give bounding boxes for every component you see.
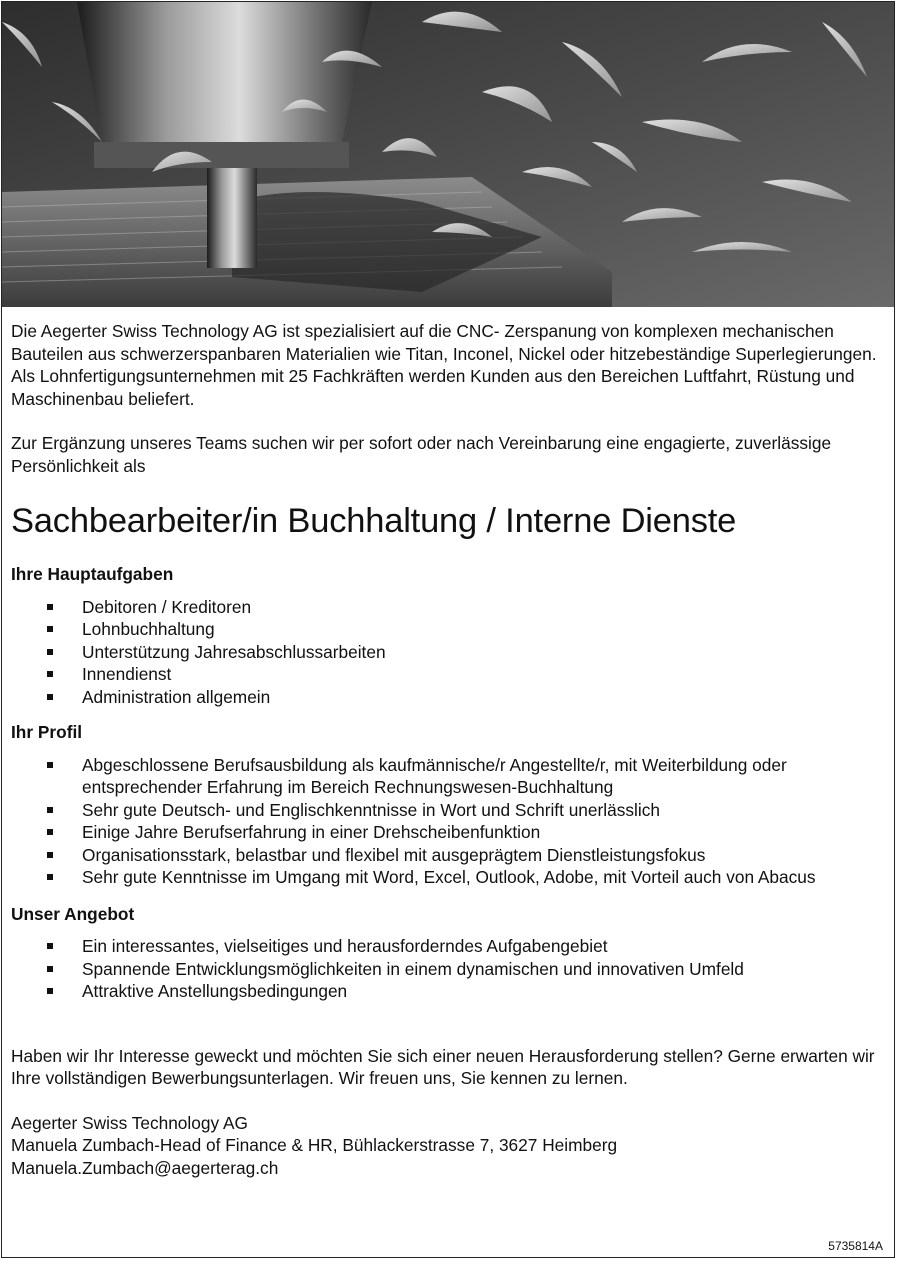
list-item: Ein interessantes, vielseitiges und herausforderndes Aufgabengebiet — [11, 935, 891, 958]
list-item: Debitoren / Kreditoren — [11, 596, 891, 619]
bullet-icon — [47, 943, 53, 949]
bullet-icon — [47, 694, 53, 700]
search-intro: Zur Ergänzung unseres Teams suchen wir per sofort oder nach Vereinbarung eine engagierte, zuverlässige Persönlichkeit als — [11, 433, 832, 476]
bullet-icon — [47, 626, 53, 632]
list-item: Administration allgemein — [11, 686, 891, 709]
list-item: Einige Jahre Berufserfahrung in einer Drehscheibenfunktion — [11, 821, 891, 844]
bullet-icon — [47, 852, 53, 858]
contact-person: Manuela Zumbach-Head of Finance & HR, Bühlackerstrasse 7, 3627 Heimberg — [11, 1135, 618, 1155]
list-item: Sehr gute Deutsch- und Englischkenntnisse in Wort und Schrift unerlässlich — [11, 799, 891, 822]
offer-list — [11, 935, 891, 1003]
job-title: Sachbearbeiter/in Buchhaltung / Interne Dienste — [11, 502, 737, 540]
list-item: Sehr gute Kenntnisse im Umgang mit Word, Excel, Outlook, Adobe, mit Vorteil auch von Abacus — [11, 866, 891, 889]
bullet-icon — [47, 671, 53, 677]
bullet-icon — [47, 988, 53, 994]
tasks-heading: Ihre Hauptaufgaben — [11, 564, 174, 584]
list-item: Spannende Entwicklungsmöglichkeiten in einem dynamischen und innovativen Umfeld — [11, 958, 891, 981]
bullet-icon — [47, 762, 53, 768]
profile-heading: Ihr Profil — [11, 722, 83, 742]
bullet-icon — [47, 829, 53, 835]
profile-list — [11, 754, 891, 889]
list-item: Attraktive Anstellungsbedingungen — [11, 980, 891, 1003]
tasks-list — [11, 596, 891, 709]
contact-email[interactable]: Manuela.Zumbach@aegerterag.ch — [11, 1157, 279, 1178]
list-item: Lohnbuchhaltung — [11, 618, 891, 641]
bullet-icon — [47, 649, 53, 655]
offer-heading: Unser Angebot — [11, 903, 135, 924]
list-item: Unterstützung Jahresabschlussarbeiten — [11, 641, 891, 664]
bullet-icon — [47, 874, 53, 880]
closing-text: Haben wir Ihr Interesse geweckt und möchten Sie sich einer neuen Herausforderung stellen? Gerne erwarten wir Ihre vollständigen Bewerbungsunterlagen. Wir freuen uns, Sie kennen zu lernen. — [11, 1045, 875, 1088]
list-item: Organisationsstark, belastbar und flexibel mit ausgeprägtem Dienstleistungsfokus — [11, 844, 891, 867]
cnc-machining-photo — [2, 2, 895, 307]
company-intro: Die Aegerter Swiss Technology AG ist spezialisiert auf die CNC- Zerspanung von komplexen mechanischen Bauteilen aus schwerzerspanbaren Materialien wie Titan, Inconel, Nickel oder hitzebeständige Superlegierungen. Als Lohnfertigungsunternehmen mit 25 Fachkräften werden Kunden aus den Bereichen Luftfahrt, Rüstung und Maschinenbau beliefert. — [11, 321, 877, 409]
bullet-icon — [47, 966, 53, 972]
job-advertisement — [1, 1, 895, 1258]
contact-company: Aegerter Swiss Technology AG — [11, 1112, 248, 1133]
reference-number: 5735814A — [828, 1239, 883, 1253]
bullet-icon — [47, 807, 53, 813]
list-item: Abgeschlossene Berufsausbildung als kaufmännische/r Angestellte/r, mit Weiterbildung oder entsprechender Erfahrung im Bereich Rechnungswesen-Buchhaltung — [11, 754, 891, 799]
ad-body — [11, 320, 891, 1179]
list-item: Innendienst — [11, 663, 891, 686]
bullet-icon — [47, 604, 53, 610]
